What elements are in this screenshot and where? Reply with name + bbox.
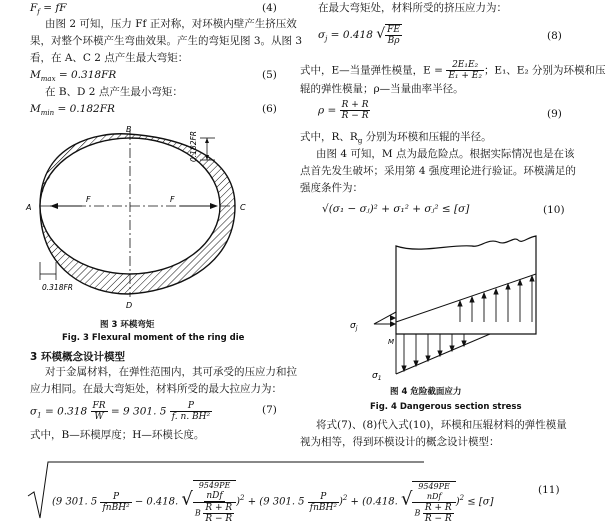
eq4: $F_f$ = fF: [30, 2, 67, 17]
para-line-elastic: 式中，E—当量弹性模量，E = $\frac{\text{2E₁E₂}}{\text{E₁ + E₂}}$ ；E₁、E₂ 分别为环模和压: [300, 60, 606, 81]
figure-4-stress-section: [330, 224, 558, 382]
eq11: [26, 460, 566, 524]
eq6-number: (6): [262, 103, 277, 115]
para-line: 强度条件为：: [300, 182, 363, 194]
label-sigma-1: $\sigma_1$: [372, 371, 382, 382]
para-line: 应力相同。在最大弯矩处，材料所受的最大拉应力为：: [30, 383, 282, 395]
fig3-caption-cn: 图 3 环模弯矩: [100, 320, 155, 330]
fig3-caption-en: Fig. 3 Flexural moment of the ring die: [62, 333, 245, 343]
label-sigma-j: $\sigma_j$: [350, 321, 358, 332]
eq10-number: (10): [543, 204, 565, 216]
eq9: ρ = $\frac{R + R}{R - R}$: [318, 100, 369, 121]
para-line: 看，在 A、C 2 点产生最大弯矩：: [30, 52, 189, 64]
para-line: 将式(7)、(8)代入式(10)，环模和压辊材料的弹性模量: [316, 419, 567, 431]
eq6: $M_{min} = 0.182FR$: [30, 103, 115, 118]
fig4-caption-en: Fig. 4 Dangerous section stress: [370, 402, 522, 412]
para-line: 由图 2 可知，压力 Ff 正对称，对环模内壁产生挤压效: [45, 18, 297, 30]
para-line: 果，对整个环模产生弯曲效果。产生的弯矩见图 3。从图 3: [30, 35, 303, 47]
para-line: 在 B、D 2 点产生最小弯矩：: [45, 86, 183, 98]
eq8-number: (8): [547, 30, 562, 42]
label-F-left: F: [86, 195, 91, 204]
eq10: √(σ₁ − σⱼ)² + σ₁² + σⱼ² ≤ [σ]: [322, 203, 470, 215]
label-top-moment: 0.182FR: [189, 131, 198, 162]
eq8: $\sigma_j = 0.418$ √ $\frac{FE}{B\rho}$: [318, 25, 400, 46]
eq11-term1: (9 301. 5 $\frac{P}{\text{fnBH²}}$ − 0.418. √ 9549PE nDf B $\frac{R + R}{R - R}$ )$^2$ + (9 301. 5 $\frac{P}{\text{fnBH²}}$ )$^2$ + (0.418. √ 9549PE nDf B $\frac{R + R}{R - R}$ )$^2$ ≤ [σ]: [52, 481, 494, 524]
para-line: 式中，B—环模厚度；H—环模长度。: [30, 429, 205, 441]
figure-3-ring-moment: [20, 122, 275, 312]
para-line: 对于金属材料，在弹性范围内，其可承受的压应力和拉: [45, 366, 297, 378]
para-line: 辊的弹性模量；ρ—当量曲率半径。: [300, 83, 464, 95]
para-line: 点首先发生破坏；采用第 4 强度理论进行验证。环模满足的: [300, 165, 576, 177]
eq7: $\sigma_1 = 0.318$ $\frac{FR}{W}$ = 9 301. 5 $\frac{P}{\text{f. n. BH²}}$: [30, 401, 211, 422]
label-F-right: F: [170, 195, 175, 204]
eq4-number: (4): [262, 2, 277, 14]
para-line: 视为相等，得到环模设计的概念设计模型：: [300, 436, 500, 448]
label-left-moment: 0.318FR: [42, 283, 73, 292]
label-D: D: [126, 301, 133, 310]
para-line: 式中，R、$R_g$ 分别为环模和压辊的半径。: [300, 131, 492, 146]
eq11-number: (11): [538, 484, 560, 496]
section-outline: [396, 236, 536, 334]
eq5-number: (5): [262, 69, 277, 81]
label-C: C: [240, 203, 246, 212]
fig4-caption-cn: 图 4 危险截面应力: [390, 387, 462, 397]
eq9-number: (9): [547, 108, 562, 120]
eq7-number: (7): [262, 404, 277, 416]
label-A: A: [26, 203, 32, 212]
label-M: M: [388, 338, 395, 346]
eq5: $M_{max} = 0.318FR$: [30, 69, 117, 84]
para-line: 在最大弯矩处，材料所受的挤压应力为：: [318, 2, 507, 14]
section-3-heading: 3 环模概念设计模型: [30, 351, 125, 363]
label-B: B: [126, 125, 132, 134]
para-line: 由图 4 可知，M 点为最危险点。根据实际情况也是在该: [316, 148, 575, 160]
